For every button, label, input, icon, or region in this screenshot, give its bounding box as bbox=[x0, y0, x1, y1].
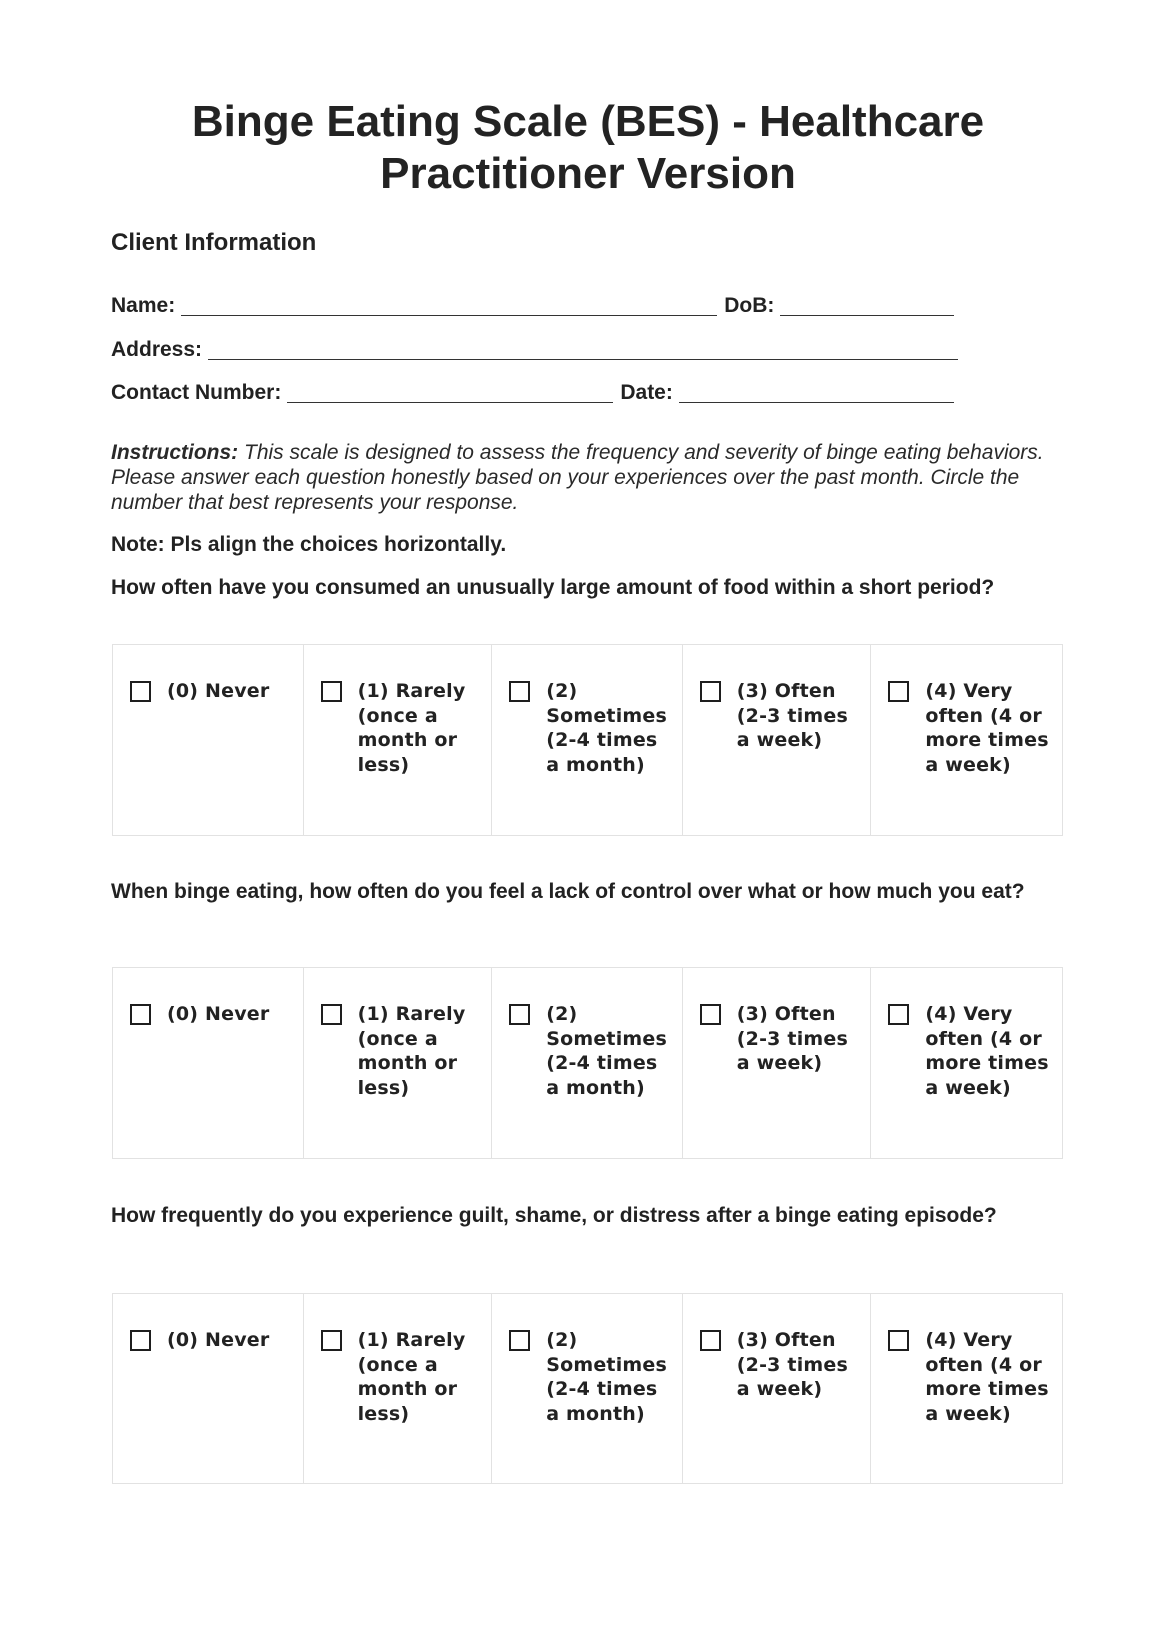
checkbox-icon[interactable] bbox=[321, 681, 342, 702]
instructions-label: Instructions: bbox=[111, 441, 239, 464]
option-label: (1) Rarely (once a month or less) bbox=[357, 680, 466, 776]
checkbox-icon[interactable] bbox=[888, 1004, 909, 1025]
address-label: Address: bbox=[111, 338, 203, 361]
question-2-options bbox=[112, 967, 1063, 1159]
dob-field[interactable] bbox=[780, 295, 954, 316]
checkbox-icon[interactable] bbox=[130, 681, 151, 702]
option-label: (1) Rarely (once a month or less) bbox=[357, 1003, 466, 1099]
option-label: (3) Often (2-3 times a week) bbox=[736, 680, 849, 751]
address-field[interactable] bbox=[208, 339, 958, 360]
checkbox-icon[interactable] bbox=[321, 1330, 342, 1351]
option-label: (1) Rarely (once a month or less) bbox=[357, 1329, 466, 1425]
instructions bbox=[111, 440, 1051, 515]
date-label: Date: bbox=[620, 381, 673, 404]
option-sometimes[interactable] bbox=[492, 968, 683, 1158]
checkbox-icon[interactable] bbox=[130, 1004, 151, 1025]
contact-number-label: Contact Number: bbox=[111, 381, 282, 404]
address-row bbox=[111, 337, 958, 363]
option-often[interactable] bbox=[683, 1294, 872, 1483]
instructions-text: This scale is designed to assess the frequency and severity of binge eating behaviors. Please answer each question honestly based on your experiences over the past month. Circle the number that best represents your response. bbox=[111, 441, 1044, 514]
checkbox-icon[interactable] bbox=[888, 681, 909, 702]
option-rarely[interactable] bbox=[304, 968, 493, 1158]
name-field[interactable] bbox=[181, 295, 717, 316]
option-rarely[interactable] bbox=[304, 1294, 493, 1483]
date-field[interactable] bbox=[679, 382, 954, 403]
option-very-often[interactable] bbox=[871, 645, 1062, 835]
name-label: Name: bbox=[111, 294, 176, 317]
checkbox-icon[interactable] bbox=[888, 1330, 909, 1351]
option-label: (0) Never bbox=[167, 1003, 270, 1025]
option-never[interactable] bbox=[113, 968, 304, 1158]
option-never[interactable] bbox=[113, 645, 304, 835]
option-label: (0) Never bbox=[167, 1329, 270, 1351]
checkbox-icon[interactable] bbox=[509, 1004, 530, 1025]
option-very-often[interactable] bbox=[871, 968, 1062, 1158]
option-label: (2) Sometimes (2-4 times a month) bbox=[546, 1329, 668, 1425]
checkbox-icon[interactable] bbox=[509, 1330, 530, 1351]
option-label: (2) Sometimes (2-4 times a month) bbox=[546, 1003, 668, 1099]
note: Note: Pls align the choices horizontally. bbox=[111, 533, 507, 556]
dob-label: DoB: bbox=[724, 294, 775, 317]
option-label: (3) Often (2-3 times a week) bbox=[736, 1329, 849, 1400]
checkbox-icon[interactable] bbox=[700, 681, 721, 702]
page-title-line-1: Binge Eating Scale (BES) - Healthcare bbox=[191, 97, 985, 146]
option-label: (4) Very often (4 or more times a week) bbox=[925, 680, 1049, 776]
option-often[interactable] bbox=[683, 968, 872, 1158]
checkbox-icon[interactable] bbox=[130, 1330, 151, 1351]
option-sometimes[interactable] bbox=[492, 645, 683, 835]
question-1-text: How often have you consumed an unusually large amount of food within a short period? bbox=[111, 576, 995, 599]
question-2-text: When binge eating, how often do you feel a lack of control over what or how much you eat? bbox=[111, 880, 1025, 903]
option-rarely[interactable] bbox=[304, 645, 493, 835]
question-3-options bbox=[112, 1293, 1063, 1484]
option-very-often[interactable] bbox=[871, 1294, 1062, 1483]
contact-number-field[interactable] bbox=[287, 382, 613, 403]
question-3-text: How frequently do you experience guilt, shame, or distress after a binge eating episode? bbox=[111, 1204, 997, 1227]
client-information-heading: Client Information bbox=[111, 229, 317, 256]
option-label: (4) Very often (4 or more times a week) bbox=[925, 1329, 1049, 1425]
name-dob-row bbox=[111, 293, 954, 319]
checkbox-icon[interactable] bbox=[700, 1330, 721, 1351]
option-label: (3) Often (2-3 times a week) bbox=[736, 1003, 849, 1074]
option-label: (0) Never bbox=[167, 680, 270, 702]
page-title bbox=[0, 96, 1176, 200]
checkbox-icon[interactable] bbox=[700, 1004, 721, 1025]
checkbox-icon[interactable] bbox=[321, 1004, 342, 1025]
option-label: (4) Very often (4 or more times a week) bbox=[925, 1003, 1049, 1099]
page-title-line-2: Practitioner Version bbox=[380, 149, 796, 198]
question-1-options bbox=[112, 644, 1063, 836]
option-often[interactable] bbox=[683, 645, 872, 835]
option-sometimes[interactable] bbox=[492, 1294, 683, 1483]
option-never[interactable] bbox=[113, 1294, 304, 1483]
option-label: (2) Sometimes (2-4 times a month) bbox=[546, 680, 668, 776]
contact-date-row bbox=[111, 380, 954, 406]
checkbox-icon[interactable] bbox=[509, 681, 530, 702]
